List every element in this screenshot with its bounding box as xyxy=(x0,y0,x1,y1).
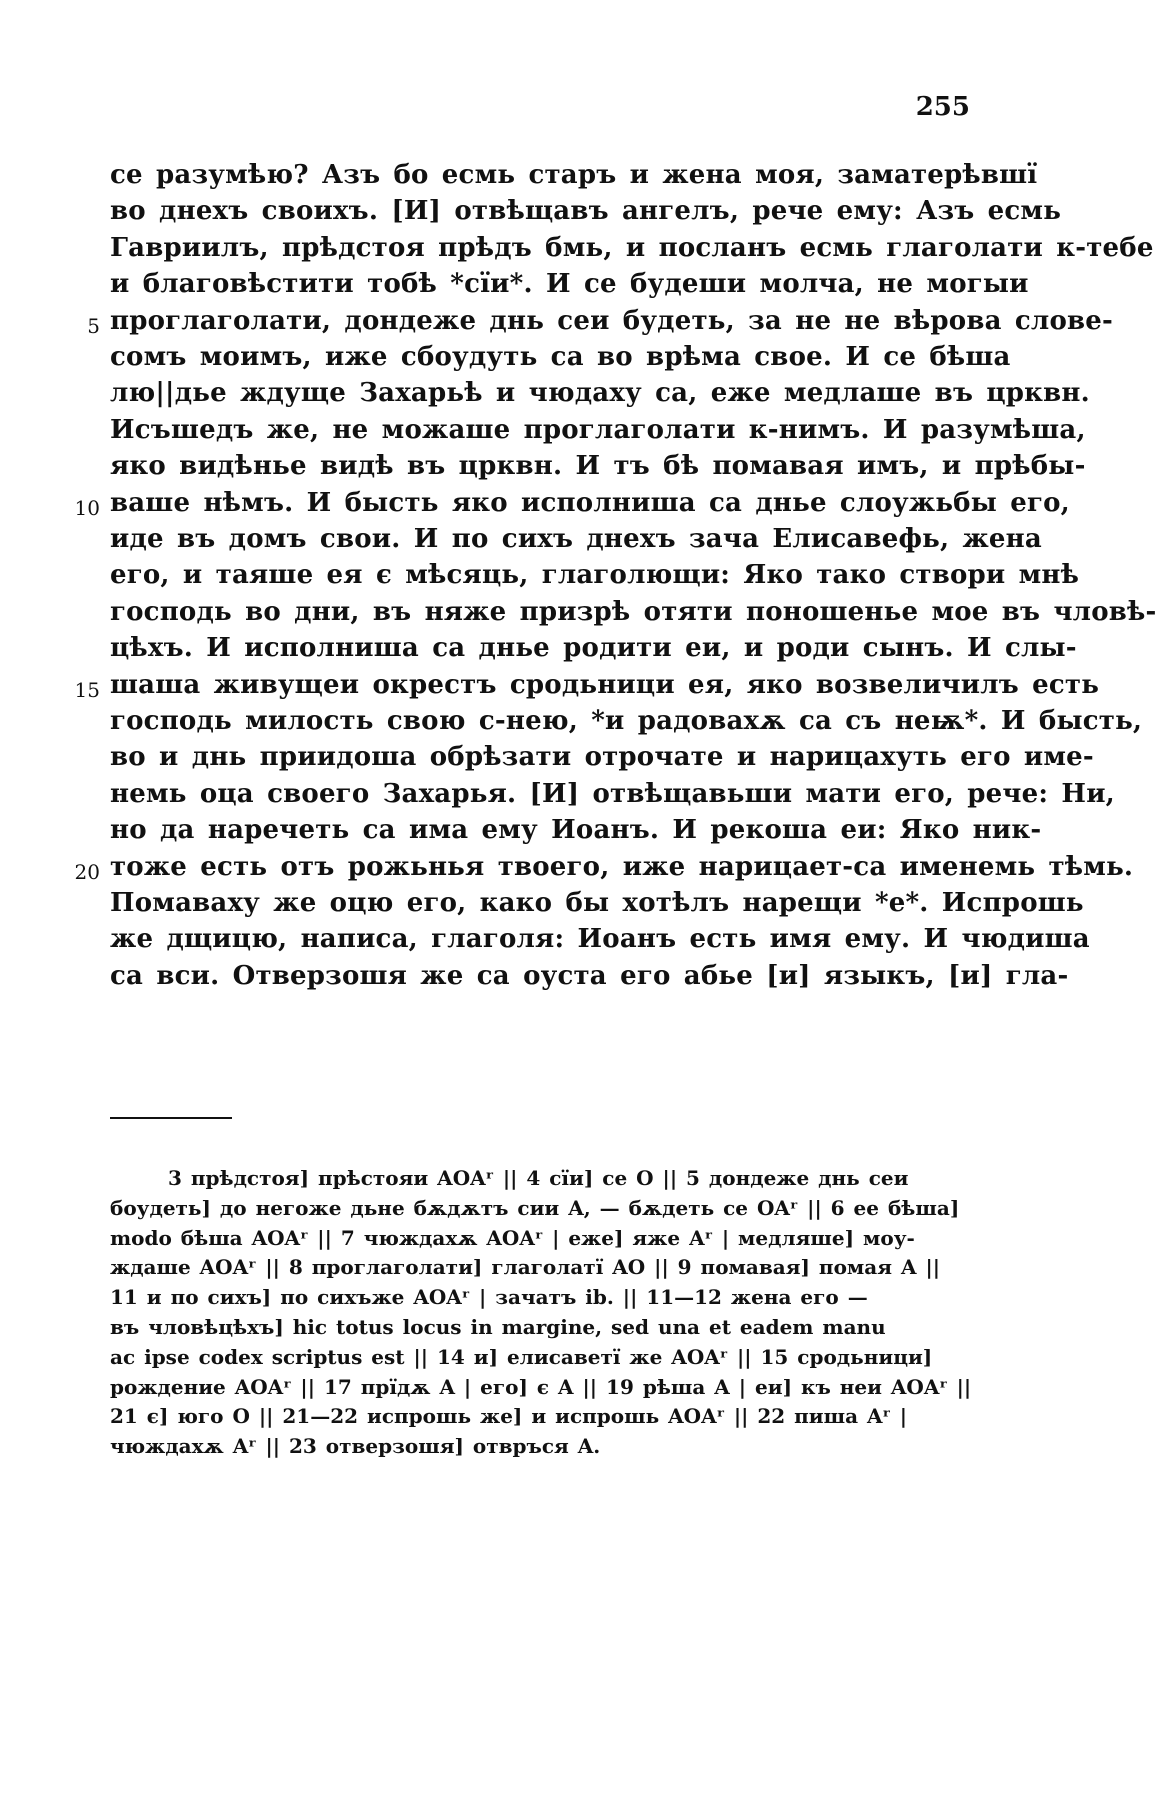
apparatus-line: 21 є] юго O || 21—22 испрошь же] и испрошь AOAʳ || 22 пиша Aʳ | xyxy=(110,1404,908,1428)
line-number: 15 xyxy=(74,678,100,702)
text-line: се разумѣю? Азъ бо есмь старъ и жена моя, заматерѣвшї xyxy=(110,160,1038,190)
text-line: цѣхъ. И исполниша са дньe родити еи, и роди сынъ. И слы- xyxy=(110,633,1077,663)
apparatus-line: modo бѣша AOAʳ || 7 чюждахѫ AOAʳ | еже] яже Aʳ | медляше] моу- xyxy=(110,1226,915,1250)
text-line: сомъ моимъ, иже сбоудуть са во врѣма свое. И се бѣша xyxy=(110,342,1011,372)
apparatus-line: ac ipse codex scriptus est || 14 и] елисаветї же AOAʳ || 15 сродьници] xyxy=(110,1345,933,1369)
text-line: Помаваху же оцю его, како бы хотѣлъ нарещи *е*. Испрошь xyxy=(110,888,1084,918)
apparatus-line: 3 прѣдстоя] прѣстояи AOAʳ || 4 сїи] се O || 5 дондеже днь сеи xyxy=(168,1166,909,1190)
page-number: 255 xyxy=(915,92,970,122)
text-line: во и днь приидоша обрѣзати отрочате и нарицахуть его име- xyxy=(110,742,1094,772)
apparatus-line: въ чловѣцѣхъ] hic totus locus in margine, sed una et eadem manu xyxy=(110,1315,886,1339)
text-line: господь во дни, въ няже призрѣ отяти поношенье мое въ чловѣ- xyxy=(110,597,1157,627)
line-number: 20 xyxy=(74,860,100,884)
text-line: и благовѣстити тобѣ *сїи*. И се будеши молча, не могыи xyxy=(110,269,1029,299)
text-line: тоже есть отъ рожьнья твоего, иже нарицает-са именемь тѣмь. xyxy=(110,852,1134,882)
apparatus-line: рождение AOAʳ || 17 прїдѫ A | его] є A || 19 рѣша A | еи] къ неи AOAʳ || xyxy=(110,1375,972,1399)
text-line: лю||дье ждуще Захарьѣ и чюдаху са, еже медлаше въ црквн. xyxy=(110,378,1090,408)
text-line: проглаголати, дондеже днь сеи будеть, за не не вѣрова слове- xyxy=(110,306,1113,336)
line-number: 10 xyxy=(74,496,100,520)
footnote-rule xyxy=(110,1117,232,1119)
text-line: шаша живущеи окрестъ сродьници ея, яко возвеличилъ есть xyxy=(110,670,1100,700)
apparatus-line: боудеть] до негоже дьне бѫдѫтъ сии A, — бѫдеть се OAʳ || 6 ее бѣша] xyxy=(110,1196,960,1220)
apparatus-line: 11 и по сихъ] по сихъже AOAʳ | зачатъ ib. || 11—12 жена его — xyxy=(110,1285,868,1309)
apparatus-line: ждаше AOAʳ || 8 проглаголати] глаголатї AO || 9 помавая] помая A || xyxy=(110,1255,941,1279)
text-line: са вси. Отверзошя же са оуста его абье [и] языкъ, [и] гла- xyxy=(110,961,1069,991)
text-line: немь оца своего Захарья. [И] отвѣщавьши мати его, рече: Ни, xyxy=(110,779,1115,809)
text-line: же дщицю, написа, глаголя: Иоанъ есть имя ему. И чюдиша xyxy=(110,924,1090,954)
text-line: яко видѣнье видѣ въ црквн. И тъ бѣ помавая имъ, и прѣбы- xyxy=(110,451,1086,481)
text-line: ваше нѣмъ. И бысть яко исполниша са дньe слоужьбы его, xyxy=(110,488,1070,518)
text-line: иде въ домъ свои. И по сихъ днехъ зача Елисавефь, жена xyxy=(110,524,1042,554)
apparatus-line: чюждахѫ Aʳ || 23 отверзошя] отвръся A. xyxy=(110,1434,601,1458)
text-line: его, и таяше ея є мѣсяць, глаголющи: Яко тако створи мнѣ xyxy=(110,560,1080,590)
text-line: Исъшедъ же, не можаше проглаголати к-нимъ. И разумѣша, xyxy=(110,415,1086,445)
text-line: господь милость свою с-нею, *и радовахѫ са съ неѭ*. И бысть, xyxy=(110,706,1143,736)
text-line: Гавриилъ, прѣдстоя прѣдъ бмь, и посланъ есмь глаголати к-тебе xyxy=(110,233,1154,263)
text-line: но да наречеть са има ему Иоанъ. И рекоша еи: Яко ник- xyxy=(110,815,1042,845)
text-line: во днехъ своихъ. [И] отвѣщавъ ангелъ, рече ему: Азъ есмь xyxy=(110,196,1062,226)
line-number: 5 xyxy=(87,314,100,338)
